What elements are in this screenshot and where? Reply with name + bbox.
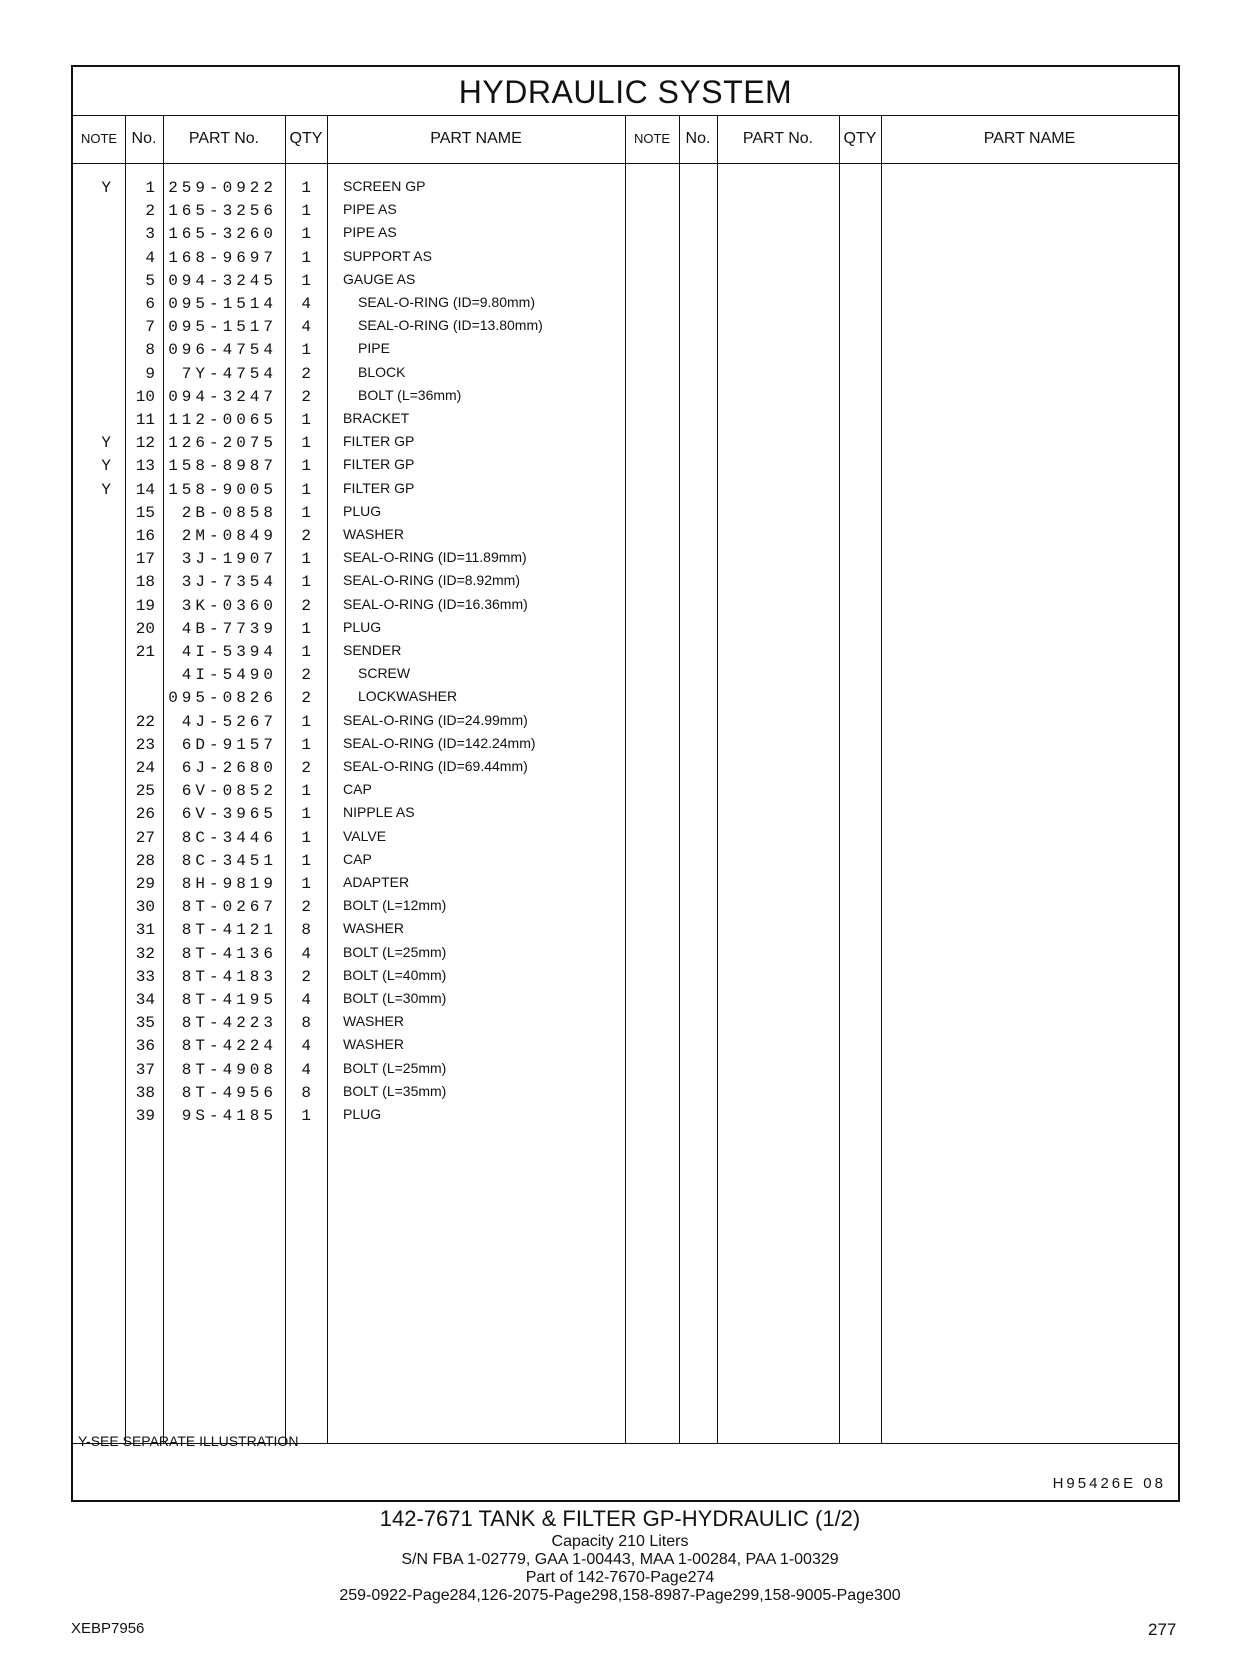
item-number-cell: 20 (135, 619, 155, 638)
part-number-cell: 094-3247 (168, 387, 277, 406)
quantity-cell: 2 (301, 666, 311, 685)
quantity-cell: 2 (301, 527, 311, 545)
part-number-cell: 6V-3965 (181, 805, 277, 824)
quantity-cell: 1 (301, 457, 311, 476)
table-row (73, 527, 1178, 550)
part-number-cell: 8T-4195 (181, 991, 277, 1009)
caption-serial-numbers: S/N FBA 1-02779, GAA 1-00443, MAA 1-00284, PAA 1-00329 (401, 1551, 839, 1568)
table-row (73, 573, 1178, 596)
part-number-cell: 095-1514 (168, 295, 277, 313)
header-qty-right: QTY (843, 130, 877, 147)
part-number-cell: 8T-4223 (181, 1014, 277, 1033)
item-number-cell: 36 (135, 1037, 155, 1056)
quantity-cell: 1 (301, 782, 311, 801)
table-row (73, 875, 1178, 898)
part-number-cell: 094-3245 (168, 271, 277, 290)
part-number-cell: 8T-4121 (181, 921, 277, 940)
part-name-cell: PIPE AS (343, 201, 397, 218)
table-row (73, 457, 1178, 480)
item-number-cell: 39 (135, 1107, 155, 1125)
table-row (73, 620, 1178, 643)
table-row (73, 550, 1178, 573)
quantity-cell: 1 (301, 202, 311, 221)
part-name-cell: SEAL-O-RING (ID=142.24mm) (343, 734, 536, 751)
item-number-cell: 30 (135, 898, 155, 917)
item-number-cell: 18 (135, 573, 155, 592)
part-name-cell: SEAL-O-RING (ID=11.89mm) (343, 549, 527, 566)
part-name-cell: ADAPTER (343, 874, 410, 890)
part-number-cell: 112-0065 (168, 411, 277, 429)
part-number-cell: 8C-3451 (181, 851, 277, 870)
quantity-cell: 2 (301, 364, 311, 383)
quantity-cell: 1 (301, 341, 311, 360)
quantity-cell: 4 (301, 991, 311, 1009)
part-name-cell: BOLT (L=25mm) (343, 1059, 447, 1076)
item-number-cell: 22 (135, 712, 155, 731)
header-part-name-right: PART NAME (983, 130, 1076, 147)
part-number-cell: 259-0922 (168, 179, 277, 197)
part-name-cell: SEAL-O-RING (ID=16.36mm) (343, 595, 528, 612)
part-number-cell: 095-0826 (168, 689, 277, 708)
table-row (73, 921, 1178, 944)
table-row (73, 411, 1178, 434)
part-name-cell: BOLT (L=36mm) (358, 386, 462, 403)
item-number-cell: 5 (145, 271, 155, 290)
part-number-cell: 7Y-4754 (181, 364, 277, 383)
quantity-cell: 1 (301, 619, 311, 638)
note-cell: Y (101, 179, 111, 197)
footnote: Y-SEE SEPARATE ILLUSTRATION (78, 1433, 299, 1449)
quantity-cell: 4 (301, 1037, 311, 1056)
item-number-cell: 23 (135, 735, 155, 754)
quantity-cell: 1 (301, 712, 311, 731)
table-row (73, 597, 1178, 620)
part-name-cell: CAP (343, 850, 372, 867)
part-number-cell: 3J-7354 (181, 573, 277, 592)
item-number-cell: 33 (135, 967, 155, 986)
table-row (73, 666, 1178, 689)
item-number-cell: 16 (135, 527, 155, 545)
item-number-cell: 10 (135, 387, 155, 406)
item-number-cell: 3 (145, 225, 155, 244)
part-name-cell: SUPPORT AS (343, 247, 432, 264)
item-number-cell: 12 (135, 434, 155, 453)
quantity-cell: 1 (301, 1107, 311, 1125)
header-note-right: NOTE (633, 131, 671, 146)
parts-table-body (73, 163, 1178, 1443)
part-number-cell: 158-8987 (168, 457, 277, 476)
quantity-cell: 1 (301, 411, 311, 429)
table-row (73, 388, 1178, 411)
part-name-cell: VALVE (343, 827, 387, 844)
item-number-cell: 17 (135, 550, 155, 569)
table-row (73, 504, 1178, 527)
part-number-cell: 3K-0360 (181, 596, 277, 615)
item-number-cell: 21 (135, 643, 155, 661)
part-number-cell: 8T-4183 (181, 967, 277, 986)
part-number-cell: 158-9005 (168, 480, 277, 499)
table-row (73, 202, 1178, 225)
quantity-cell: 1 (301, 179, 311, 197)
item-number-cell: 8 (145, 341, 155, 360)
table-row (73, 782, 1178, 805)
part-name-cell: SCREEN GP (343, 178, 426, 194)
item-number-cell: 27 (135, 828, 155, 847)
part-name-cell: BOLT (L=25mm) (343, 943, 447, 960)
quantity-cell: 1 (301, 550, 311, 569)
header-part-no-right: PART No. (742, 130, 814, 147)
item-number-cell: 28 (135, 851, 155, 870)
item-number-cell: 26 (135, 805, 155, 824)
part-name-cell: WASHER (343, 1036, 404, 1053)
part-name-cell: BOLT (L=12mm) (343, 897, 447, 914)
header-part-name: PART NAME (430, 130, 522, 147)
header-part-no: PART No. (188, 130, 260, 147)
header-qty: QTY (289, 130, 323, 147)
part-name-cell: PLUG (343, 1106, 382, 1122)
document-id: XEBP7956 (71, 1620, 145, 1637)
page-title: HYDRAULIC SYSTEM (73, 67, 1178, 116)
quantity-cell: 4 (301, 1060, 311, 1079)
quantity-cell: 1 (301, 248, 311, 267)
caption-title: 142-7671 TANK & FILTER GP-HYDRAULIC (1/2) (379, 1506, 861, 1531)
quantity-cell: 1 (301, 480, 311, 499)
quantity-cell: 1 (301, 643, 311, 661)
item-number-cell: 15 (135, 503, 155, 522)
part-number-cell: 8T-4136 (181, 944, 277, 963)
note-cell: Y (101, 457, 111, 476)
quantity-cell: 8 (301, 1083, 311, 1102)
quantity-cell: 2 (301, 596, 311, 615)
part-name-cell: SEAL-O-RING (ID=69.44mm) (343, 758, 528, 774)
table-row (73, 689, 1178, 712)
table-row (73, 179, 1178, 202)
part-name-cell: PIPE AS (343, 224, 397, 241)
part-number-cell: 8T-4956 (181, 1083, 277, 1102)
table-row (73, 481, 1178, 504)
part-number-cell: 3J-1907 (181, 550, 277, 569)
item-number-cell: 1 (145, 179, 155, 197)
part-number-cell: 165-3260 (168, 225, 277, 244)
table-row (73, 365, 1178, 388)
table-row (73, 1037, 1178, 1060)
illustration-code: H95426E 08 (1052, 1475, 1166, 1492)
part-name-cell: FILTER GP (343, 479, 415, 496)
part-name-cell: PIPE (358, 340, 390, 357)
part-name-cell: PLUG (343, 618, 382, 635)
part-name-cell: SEAL-O-RING (ID=13.80mm) (358, 317, 543, 334)
part-name-cell: SCREW (358, 665, 411, 682)
item-number-cell: 37 (135, 1060, 155, 1079)
item-number-cell: 38 (135, 1083, 155, 1102)
quantity-cell: 1 (301, 735, 311, 754)
part-number-cell: 6V-0852 (181, 782, 277, 801)
part-number-cell: 126-2075 (168, 434, 277, 453)
item-number-cell: 19 (135, 596, 155, 615)
page-number: 277 (1148, 1620, 1177, 1639)
part-number-cell: 9S-4185 (181, 1107, 277, 1125)
part-name-cell: BRACKET (343, 410, 410, 426)
table-row (73, 434, 1178, 457)
quantity-cell: 1 (301, 828, 311, 847)
caption-references: 259-0922-Page284,126-2075-Page298,158-8987-Page299,158-9005-Page300 (339, 1587, 901, 1604)
quantity-cell: 2 (301, 759, 311, 777)
header-note: NOTE (80, 131, 118, 146)
item-number-cell: 6 (145, 295, 155, 313)
quantity-cell: 1 (301, 225, 311, 244)
quantity-cell: 4 (301, 295, 311, 313)
caption-part-of: Part of 142-7670-Page274 (525, 1569, 715, 1586)
part-name-cell: BLOCK (358, 363, 406, 380)
header-no-right: No. (685, 130, 711, 147)
table-row (73, 829, 1178, 852)
item-number-cell: 29 (135, 875, 155, 893)
quantity-cell: 1 (301, 271, 311, 290)
table-row (73, 1061, 1178, 1084)
quantity-cell: 1 (301, 805, 311, 824)
item-number-cell: 7 (145, 318, 155, 337)
part-number-cell: 4B-7739 (181, 619, 277, 638)
part-number-cell: 4J-5267 (181, 712, 277, 731)
part-name-cell: PLUG (343, 502, 382, 519)
table-row (73, 852, 1178, 875)
item-number-cell: 25 (135, 782, 155, 801)
quantity-cell: 2 (301, 967, 311, 986)
note-cell: Y (101, 434, 111, 453)
item-number-cell: 9 (145, 364, 155, 383)
table-row (73, 1084, 1178, 1107)
quantity-cell: 8 (301, 1014, 311, 1033)
part-name-cell: WASHER (343, 1013, 404, 1030)
table-row (73, 991, 1178, 1014)
part-name-cell: BOLT (L=30mm) (343, 990, 447, 1006)
item-number-cell: 11 (135, 411, 155, 429)
item-number-cell: 14 (135, 480, 155, 499)
part-number-cell: 168-9697 (168, 248, 277, 267)
item-number-cell: 13 (135, 457, 155, 476)
table-row (73, 249, 1178, 272)
part-number-cell: 165-3256 (168, 202, 277, 221)
part-name-cell: SENDER (343, 642, 402, 658)
quantity-cell: 2 (301, 898, 311, 917)
part-name-cell: SEAL-O-RING (ID=24.99mm) (343, 711, 528, 728)
part-number-cell: 8C-3446 (181, 828, 277, 847)
quantity-cell: 8 (301, 921, 311, 940)
table-row (73, 1014, 1178, 1037)
part-name-cell: SEAL-O-RING (ID=9.80mm) (358, 294, 535, 310)
part-name-cell: FILTER GP (343, 433, 415, 450)
part-name-cell: GAUGE AS (343, 270, 416, 287)
header-no: No. (131, 130, 157, 147)
item-number-cell: 32 (135, 944, 155, 963)
table-row (73, 968, 1178, 991)
part-number-cell: 2M-0849 (181, 527, 277, 545)
item-number-cell: 34 (135, 991, 155, 1009)
item-number-cell: 35 (135, 1014, 155, 1033)
part-number-cell: 8T-0267 (181, 898, 277, 917)
quantity-cell: 4 (301, 944, 311, 963)
table-row (73, 945, 1178, 968)
part-name-cell: FILTER GP (343, 456, 415, 473)
quantity-cell: 1 (301, 503, 311, 522)
part-name-cell: SEAL-O-RING (ID=8.92mm) (343, 572, 520, 589)
item-number-cell: 24 (135, 759, 155, 777)
table-row (73, 736, 1178, 759)
table-row (73, 341, 1178, 364)
table-row (73, 318, 1178, 341)
quantity-cell: 1 (301, 875, 311, 893)
table-row (73, 295, 1178, 318)
quantity-cell: 1 (301, 573, 311, 592)
quantity-cell: 2 (301, 689, 311, 708)
table-row (73, 713, 1178, 736)
part-number-cell: 8T-4908 (181, 1060, 277, 1079)
table-row (73, 272, 1178, 295)
part-name-cell: BOLT (L=40mm) (343, 966, 447, 983)
part-number-cell: 4I-5394 (181, 643, 277, 661)
table-row (73, 805, 1178, 828)
quantity-cell: 2 (301, 387, 311, 406)
quantity-cell: 4 (301, 318, 311, 337)
table-row (73, 225, 1178, 248)
quantity-cell: 1 (301, 851, 311, 870)
note-cell: Y (101, 480, 111, 499)
table-row (73, 759, 1178, 782)
item-number-cell: 2 (145, 202, 155, 221)
part-name-cell: WASHER (343, 920, 404, 937)
part-number-cell: 6D-9157 (181, 735, 277, 754)
table-row (73, 898, 1178, 921)
part-name-cell: BOLT (L=35mm) (343, 1082, 447, 1099)
caption-capacity: Capacity 210 Liters (551, 1533, 689, 1550)
part-number-cell: 2B-0858 (181, 503, 277, 522)
part-name-cell: LOCKWASHER (358, 688, 458, 705)
quantity-cell: 1 (301, 434, 311, 453)
parts-list-frame (71, 65, 1180, 1502)
item-number-cell: 4 (145, 248, 155, 267)
part-number-cell: 096-4754 (168, 341, 277, 360)
part-name-cell: CAP (343, 781, 372, 798)
item-number-cell: 31 (135, 921, 155, 940)
table-row (73, 643, 1178, 666)
part-number-cell: 8T-4224 (181, 1037, 277, 1056)
part-number-cell: 8H-9819 (181, 875, 277, 893)
table-row (73, 1107, 1178, 1130)
part-number-cell: 6J-2680 (181, 759, 277, 777)
part-name-cell: WASHER (343, 526, 404, 542)
part-name-cell: NIPPLE AS (343, 804, 415, 821)
part-number-cell: 095-1517 (168, 318, 277, 337)
part-number-cell: 4I-5490 (181, 666, 277, 685)
